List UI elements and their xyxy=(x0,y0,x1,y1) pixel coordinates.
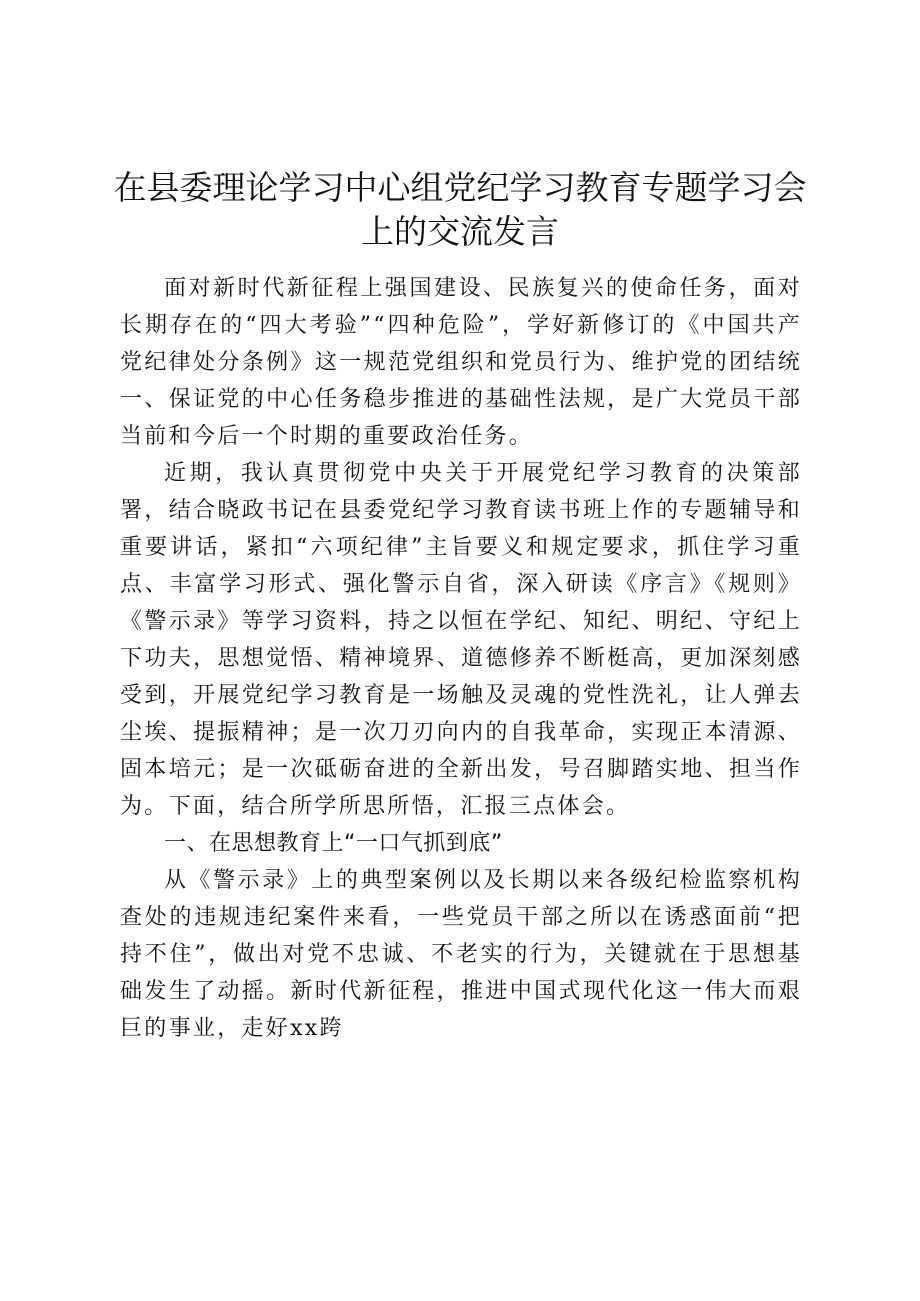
document-title: 在县委理论学习中心组党纪学习教育专题学习会上的交流发言 xyxy=(113,168,807,251)
section-heading-1: 一、在思想教育上“一口气抓到底” xyxy=(164,831,503,856)
paragraph-study: 近期，我认真贯彻党中央关于开展党纪学习教育的决策部署，结合晓政书记在县委党纪学习教育读书班上作的专题辅导和重要讲话，紧扣“六项纪律”主旨要义和规定要求，抓住学习重点、丰富学习形式、强化警示自省，深入研读《序言》《规则》《警示录》等学习资料，持之以恒在学纪、知纪、明纪、守纪上下功夫，思想觉悟、精神境界、道德修养不断梃高，更加深刻感受到，开展党纪学习教育是一场触及灵魂的党性洗礼，让人弹去尘埃、提振精神；是一次刀刃向内的自我革命，实现正本清源、固本培元；是一次砥砺奋进的全新出发，号召脚踏实地、担当作为。下面，结合所学所思所悟，汇报三点体会。 xyxy=(120,461,802,819)
paragraph-section-1: 从《警示录》上的典型案例以及长期以来各级纪检监察机构查处的违规违纪案件来看，一些党员干部之所以在诱惑面前“把持不住”，做出对党不忠诚、不老实的行为，关键就在于思想基础发生了动摇。新时代新征程，推进中国式现代化这一伟大而艰巨的事业，走好xx跨 xyxy=(120,868,802,1041)
paragraph-intro: 面对新时代新征程上强国建设、民族复兴的使命任务，面对长期存在的“四大考验”“四种危险”，学好新修订的《中国共产党纪律处分条例》这一规范党组织和党员行为、维护党的团结统一、保证党的中心任务稳步推进的基础性法规，是广大党员干部当前和今后一个时期的重要政治任务。 xyxy=(120,276,802,449)
document-body xyxy=(120,270,802,1047)
